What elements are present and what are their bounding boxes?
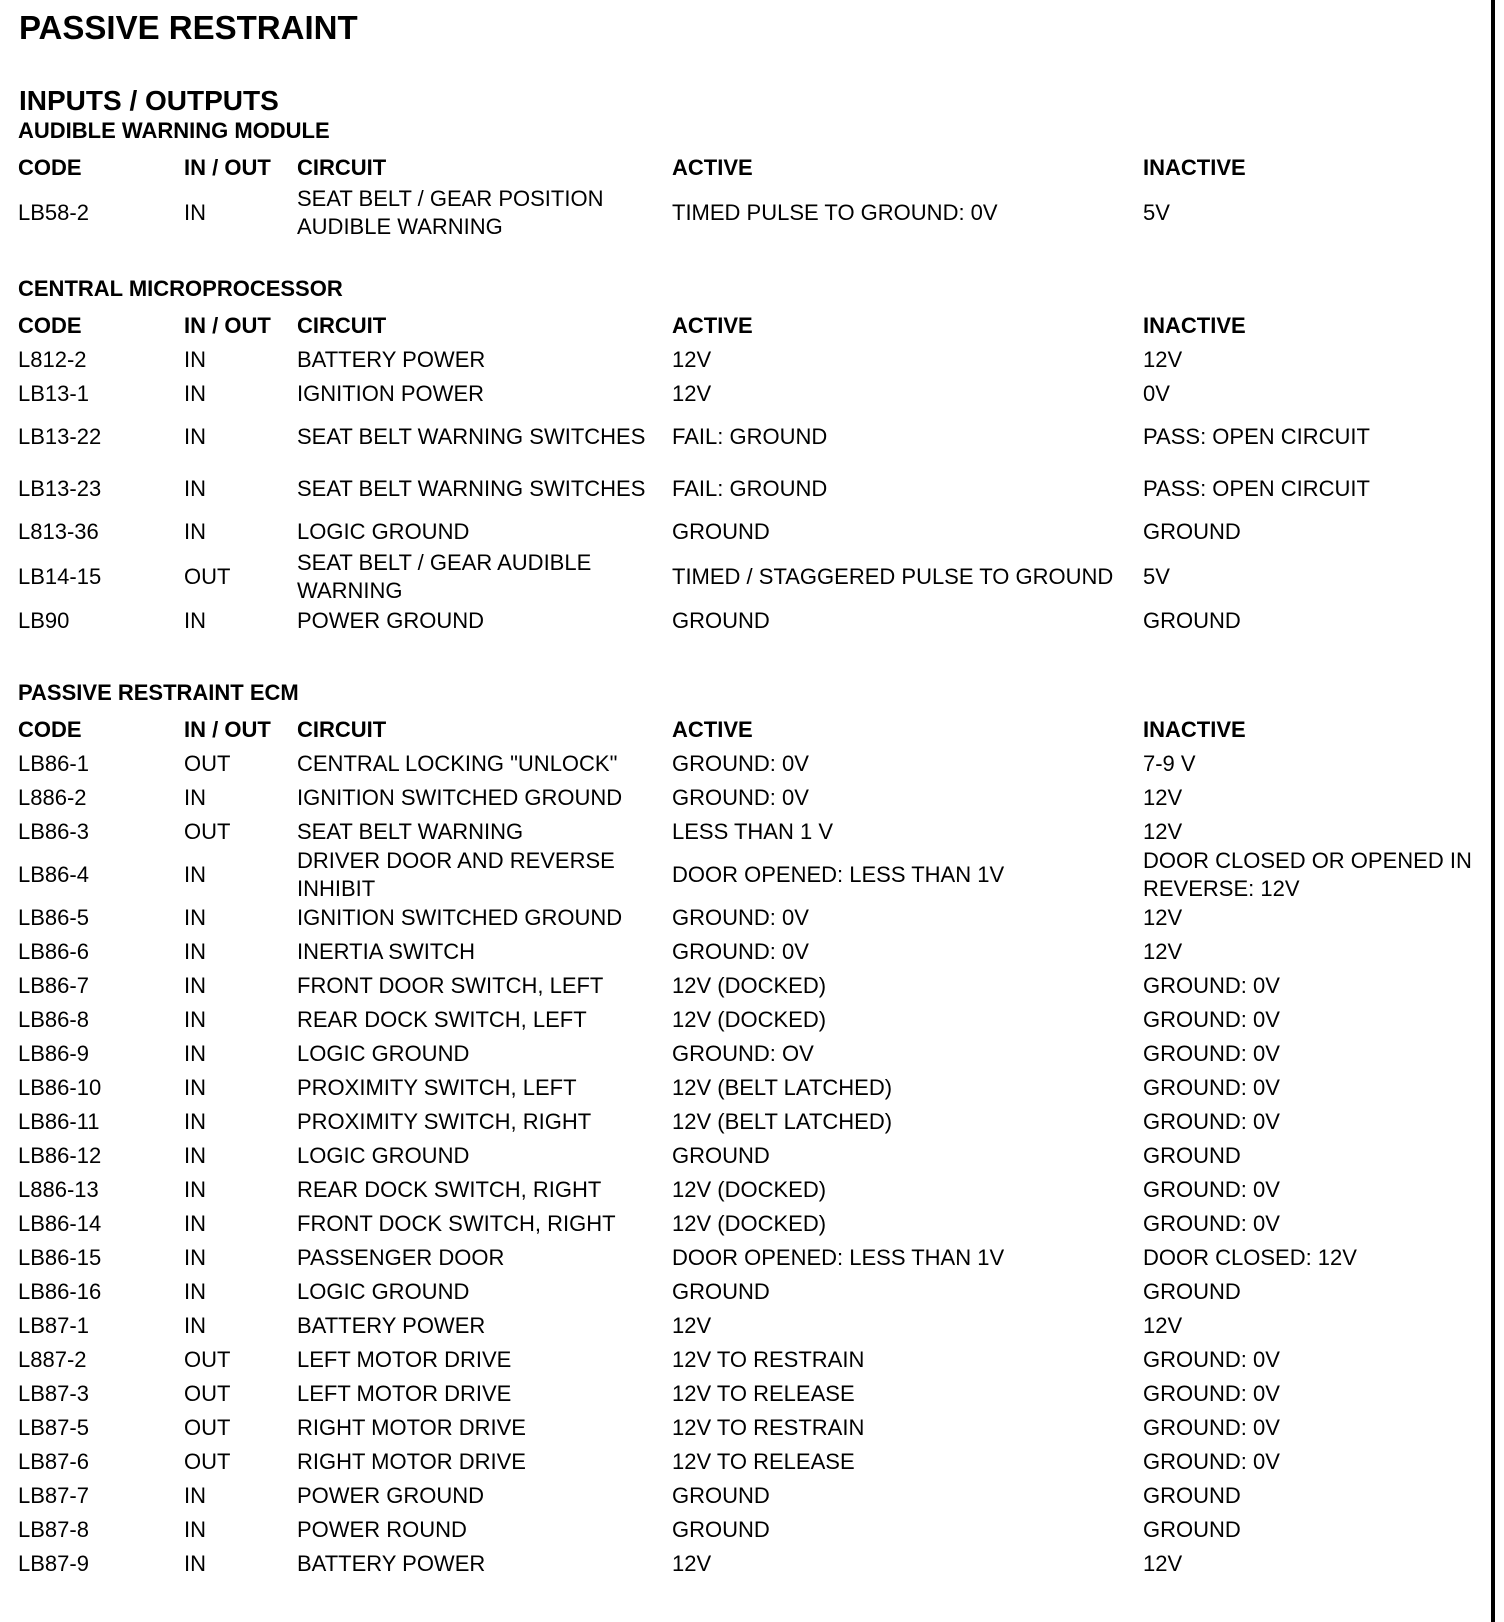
- table-row: [0, 377, 1490, 411]
- table-row: [0, 1173, 1490, 1207]
- cell-active: LESS THAN 1 V: [672, 819, 833, 844]
- cell-circuit: REAR DOCK SWITCH, RIGHT: [297, 1177, 602, 1202]
- table-row: [0, 515, 1490, 549]
- table-row: [0, 549, 1490, 605]
- cell-circuit: POWER GROUND: [297, 1483, 484, 1508]
- table-row: [0, 815, 1490, 849]
- column-header-row: [0, 151, 1490, 185]
- cell-inactive: 12V: [1143, 819, 1183, 844]
- cell-active: 12V TO RESTRAIN: [672, 1415, 865, 1440]
- table-row: [0, 1275, 1490, 1309]
- cell-in-out: IN: [184, 1041, 206, 1066]
- column-header-in-out: IN / OUT: [184, 717, 271, 742]
- cell-active: 12V: [672, 1313, 712, 1338]
- cell-active: FAIL: GROUND: [672, 476, 828, 501]
- cell-active: GROUND: 0V: [672, 905, 809, 930]
- cell-in-out: OUT: [184, 564, 231, 589]
- cell-circuit: BATTERY POWER: [297, 1551, 486, 1576]
- page-subtitle: INPUTS / OUTPUTS: [19, 85, 279, 116]
- cell-inactive: 7-9 V: [1143, 751, 1196, 776]
- cell-in-out: IN: [184, 1007, 206, 1032]
- cell-in-out: OUT: [184, 1381, 231, 1406]
- cell-in-out: IN: [184, 862, 206, 887]
- cell-in-out: IN: [184, 1483, 206, 1508]
- cell-active: GROUND: [672, 519, 770, 544]
- cell-circuit: LOGIC GROUND: [297, 1279, 470, 1304]
- column-header-circuit: CIRCUIT: [297, 313, 387, 338]
- cell-inactive: GROUND: [1143, 519, 1241, 544]
- cell-circuit: SEAT BELT / GEAR POSITION AUDIBLE WARNING: [297, 186, 604, 239]
- cell-circuit: LEFT MOTOR DRIVE: [297, 1381, 512, 1406]
- cell-in-out: IN: [184, 347, 206, 372]
- cell-code: LB13-23: [18, 476, 102, 501]
- table-row: [0, 1309, 1490, 1343]
- cell-active: DOOR OPENED: LESS THAN 1V: [672, 1245, 1005, 1270]
- cell-inactive: GROUND: 0V: [1143, 1109, 1280, 1134]
- cell-inactive: 0V: [1143, 381, 1170, 406]
- cell-inactive: 12V: [1143, 905, 1183, 930]
- table-row: [0, 463, 1490, 515]
- cell-inactive: GROUND: 0V: [1143, 1347, 1280, 1372]
- cell-inactive: GROUND: 0V: [1143, 1177, 1280, 1202]
- cell-code: LB13-22: [18, 424, 102, 449]
- cell-inactive: GROUND: [1143, 1279, 1241, 1304]
- cell-active: 12V (BELT LATCHED): [672, 1075, 893, 1100]
- cell-active: GROUND: [672, 1517, 770, 1542]
- table-row: [0, 935, 1490, 969]
- cell-inactive: GROUND: 0V: [1143, 1449, 1280, 1474]
- table-row: [0, 901, 1490, 935]
- cell-code: L886-13: [18, 1177, 99, 1202]
- cell-in-out: IN: [184, 1143, 206, 1168]
- cell-circuit: LOGIC GROUND: [297, 1143, 470, 1168]
- column-header-circuit: CIRCUIT: [297, 155, 387, 180]
- cell-in-out: OUT: [184, 1347, 231, 1372]
- cell-inactive: GROUND: 0V: [1143, 1075, 1280, 1100]
- table-row: [0, 1071, 1490, 1105]
- cell-circuit: PASSENGER DOOR: [297, 1245, 505, 1270]
- cell-code: LB90: [18, 608, 70, 633]
- cell-in-out: IN: [184, 1279, 206, 1304]
- cell-inactive: GROUND: 0V: [1143, 1041, 1280, 1066]
- cell-circuit: BATTERY POWER: [297, 347, 486, 372]
- cell-code: LB86-16: [18, 1279, 102, 1304]
- cell-inactive: 12V: [1143, 1313, 1183, 1338]
- cell-active: 12V TO RELEASE: [672, 1449, 855, 1474]
- cell-inactive: 12V: [1143, 347, 1183, 372]
- column-header-inactive: INACTIVE: [1143, 313, 1246, 338]
- cell-code: LB86-10: [18, 1075, 102, 1100]
- cell-in-out: IN: [184, 1313, 206, 1338]
- cell-inactive: 12V: [1143, 785, 1183, 810]
- table-row: [0, 747, 1490, 781]
- table-row: [0, 1377, 1490, 1411]
- table-row: [0, 1411, 1490, 1445]
- column-header-inactive: INACTIVE: [1143, 717, 1246, 742]
- cell-active: TIMED PULSE TO GROUND: 0V: [672, 200, 998, 225]
- cell-inactive: DOOR CLOSED OR OPENED IN REVERSE: 12V: [1143, 848, 1472, 901]
- page-title: PASSIVE RESTRAINT: [19, 9, 358, 46]
- cell-active: GROUND: 0V: [672, 751, 809, 776]
- cell-active: 12V (DOCKED): [672, 1177, 827, 1202]
- table-row: [0, 1139, 1490, 1173]
- cell-in-out: OUT: [184, 819, 231, 844]
- column-header-circuit: CIRCUIT: [297, 717, 387, 742]
- cell-circuit: SEAT BELT WARNING SWITCHES: [297, 476, 646, 501]
- cell-code: LB14-15: [18, 564, 102, 589]
- cell-circuit: LOGIC GROUND: [297, 1041, 470, 1066]
- cell-circuit: POWER ROUND: [297, 1517, 467, 1542]
- table-row: [0, 605, 1490, 637]
- cell-in-out: IN: [184, 1177, 206, 1202]
- column-header-row: [0, 713, 1490, 747]
- column-header-in-out: IN / OUT: [184, 155, 271, 180]
- cell-active: 12V (DOCKED): [672, 1211, 827, 1236]
- column-header-active: ACTIVE: [672, 155, 753, 180]
- cell-active: 12V TO RESTRAIN: [672, 1347, 865, 1372]
- cell-circuit: CENTRAL LOCKING "UNLOCK": [297, 751, 618, 776]
- column-header-active: ACTIVE: [672, 313, 753, 338]
- cell-inactive: 5V: [1143, 564, 1170, 589]
- cell-active: GROUND: OV: [672, 1041, 814, 1066]
- cell-circuit: SEAT BELT / GEAR AUDIBLE WARNING: [297, 550, 592, 603]
- cell-code: LB86-5: [18, 905, 89, 930]
- cell-active: GROUND: 0V: [672, 939, 809, 964]
- cell-inactive: GROUND: 0V: [1143, 1415, 1280, 1440]
- column-header-active: ACTIVE: [672, 717, 753, 742]
- section-heading: PASSIVE RESTRAINT ECM: [18, 680, 299, 705]
- cell-in-out: IN: [184, 905, 206, 930]
- cell-circuit: POWER GROUND: [297, 608, 484, 633]
- cell-circuit: LEFT MOTOR DRIVE: [297, 1347, 512, 1372]
- cell-circuit: IGNITION SWITCHED GROUND: [297, 785, 623, 810]
- cell-code: LB86-6: [18, 939, 89, 964]
- cell-circuit: RIGHT MOTOR DRIVE: [297, 1449, 526, 1474]
- cell-inactive: GROUND: 0V: [1143, 1211, 1280, 1236]
- cell-active: TIMED / STAGGERED PULSE TO GROUND: [672, 564, 1114, 589]
- table-row: [0, 1003, 1490, 1037]
- cell-code: LB87-7: [18, 1483, 89, 1508]
- cell-active: GROUND: [672, 608, 770, 633]
- cell-active: 12V (DOCKED): [672, 1007, 827, 1032]
- table-row: [0, 1241, 1490, 1275]
- cell-code: L887-2: [18, 1347, 87, 1372]
- cell-code: LB87-9: [18, 1551, 89, 1576]
- cell-code: LB86-3: [18, 819, 89, 844]
- table-row: [0, 969, 1490, 1003]
- cell-inactive: 12V: [1143, 1551, 1183, 1576]
- cell-active: GROUND: [672, 1279, 770, 1304]
- cell-in-out: IN: [184, 785, 206, 810]
- cell-inactive: GROUND: [1143, 1143, 1241, 1168]
- cell-active: 12V: [672, 381, 712, 406]
- cell-code: LB86-7: [18, 973, 89, 998]
- cell-inactive: GROUND: [1143, 1483, 1241, 1508]
- table-row: [0, 343, 1490, 377]
- cell-active: GROUND: [672, 1143, 770, 1168]
- cell-in-out: IN: [184, 608, 206, 633]
- cell-active: DOOR OPENED: LESS THAN 1V: [672, 862, 1005, 887]
- table-row: [0, 1547, 1490, 1581]
- table-row: [0, 1343, 1490, 1377]
- cell-code: LB87-1: [18, 1313, 89, 1338]
- column-header-code: CODE: [18, 717, 82, 742]
- cell-in-out: IN: [184, 424, 206, 449]
- cell-code: LB86-14: [18, 1211, 102, 1236]
- cell-circuit: IGNITION SWITCHED GROUND: [297, 905, 623, 930]
- cell-in-out: IN: [184, 1245, 206, 1270]
- cell-active: 12V (BELT LATCHED): [672, 1109, 893, 1134]
- column-header-row: [0, 309, 1490, 343]
- cell-code: LB87-6: [18, 1449, 89, 1474]
- cell-active: FAIL: GROUND: [672, 424, 828, 449]
- cell-inactive: 12V: [1143, 939, 1183, 964]
- table-row: [0, 411, 1490, 463]
- cell-inactive: PASS: OPEN CIRCUIT: [1143, 476, 1370, 501]
- cell-inactive: GROUND: [1143, 1517, 1241, 1542]
- cell-circuit: DRIVER DOOR AND REVERSE INHIBIT: [297, 848, 615, 901]
- cell-code: LB86-8: [18, 1007, 89, 1032]
- cell-in-out: IN: [184, 1517, 206, 1542]
- table-row: [0, 1207, 1490, 1241]
- cell-circuit: IGNITION POWER: [297, 381, 484, 406]
- cell-inactive: PASS: OPEN CIRCUIT: [1143, 424, 1370, 449]
- cell-in-out: IN: [184, 381, 206, 406]
- cell-code: LB86-9: [18, 1041, 89, 1066]
- cell-circuit: FRONT DOCK SWITCH, RIGHT: [297, 1211, 616, 1236]
- cell-in-out: IN: [184, 476, 206, 501]
- table-row: [0, 1037, 1490, 1071]
- cell-circuit: LOGIC GROUND: [297, 519, 470, 544]
- cell-code: LB58-2: [18, 200, 89, 225]
- cell-active: 12V: [672, 1551, 712, 1576]
- cell-inactive: GROUND: 0V: [1143, 1381, 1280, 1406]
- cell-in-out: OUT: [184, 1449, 231, 1474]
- column-header-code: CODE: [18, 313, 82, 338]
- cell-circuit: FRONT DOOR SWITCH, LEFT: [297, 973, 604, 998]
- section-heading: CENTRAL MICROPROCESSOR: [18, 276, 343, 301]
- cell-active: GROUND: 0V: [672, 785, 809, 810]
- cell-circuit: INERTIA SWITCH: [297, 939, 476, 964]
- cell-circuit: RIGHT MOTOR DRIVE: [297, 1415, 526, 1440]
- table-row: [0, 1513, 1490, 1547]
- cell-circuit: REAR DOCK SWITCH, LEFT: [297, 1007, 587, 1032]
- cell-in-out: IN: [184, 519, 206, 544]
- column-header-in-out: IN / OUT: [184, 313, 271, 338]
- cell-active: GROUND: [672, 1483, 770, 1508]
- cell-inactive: GROUND: [1143, 608, 1241, 633]
- cell-code: L886-2: [18, 785, 87, 810]
- cell-active: 12V (DOCKED): [672, 973, 827, 998]
- table-row: [0, 849, 1490, 901]
- table-row: [0, 1479, 1490, 1513]
- section-heading: AUDIBLE WARNING MODULE: [18, 118, 330, 143]
- cell-in-out: IN: [184, 1075, 206, 1100]
- cell-code: LB86-15: [18, 1245, 102, 1270]
- cell-in-out: OUT: [184, 1415, 231, 1440]
- cell-code: LB86-4: [18, 862, 89, 887]
- cell-inactive: 5V: [1143, 200, 1170, 225]
- table-row: [0, 185, 1490, 241]
- cell-circuit: PROXIMITY SWITCH, LEFT: [297, 1075, 577, 1100]
- cell-circuit: SEAT BELT WARNING SWITCHES: [297, 424, 646, 449]
- cell-code: LB13-1: [18, 381, 89, 406]
- table-row: [0, 1445, 1490, 1479]
- cell-active: 12V: [672, 347, 712, 372]
- cell-code: LB86-11: [18, 1109, 100, 1134]
- cell-circuit: SEAT BELT WARNING: [297, 819, 524, 844]
- cell-circuit: PROXIMITY SWITCH, RIGHT: [297, 1109, 592, 1134]
- cell-code: LB86-1: [18, 751, 89, 776]
- cell-in-out: IN: [184, 939, 206, 964]
- cell-code: LB87-3: [18, 1381, 89, 1406]
- cell-in-out: IN: [184, 973, 206, 998]
- cell-in-out: IN: [184, 1211, 206, 1236]
- cell-circuit: BATTERY POWER: [297, 1313, 486, 1338]
- page-right-border: [1491, 0, 1495, 1622]
- cell-code: LB87-5: [18, 1415, 89, 1440]
- cell-code: L813-36: [18, 519, 99, 544]
- column-header-inactive: INACTIVE: [1143, 155, 1246, 180]
- cell-code: LB87-8: [18, 1517, 89, 1542]
- column-header-code: CODE: [18, 155, 82, 180]
- cell-code: LB86-12: [18, 1143, 102, 1168]
- cell-in-out: IN: [184, 1551, 206, 1576]
- cell-active: 12V TO RELEASE: [672, 1381, 855, 1406]
- cell-inactive: GROUND: 0V: [1143, 973, 1280, 998]
- cell-code: L812-2: [18, 347, 87, 372]
- cell-inactive: DOOR CLOSED: 12V: [1143, 1245, 1357, 1270]
- cell-inactive: GROUND: 0V: [1143, 1007, 1280, 1032]
- table-row: [0, 1105, 1490, 1139]
- cell-in-out: OUT: [184, 751, 231, 776]
- table-row: [0, 781, 1490, 815]
- cell-in-out: IN: [184, 1109, 206, 1134]
- cell-in-out: IN: [184, 200, 206, 225]
